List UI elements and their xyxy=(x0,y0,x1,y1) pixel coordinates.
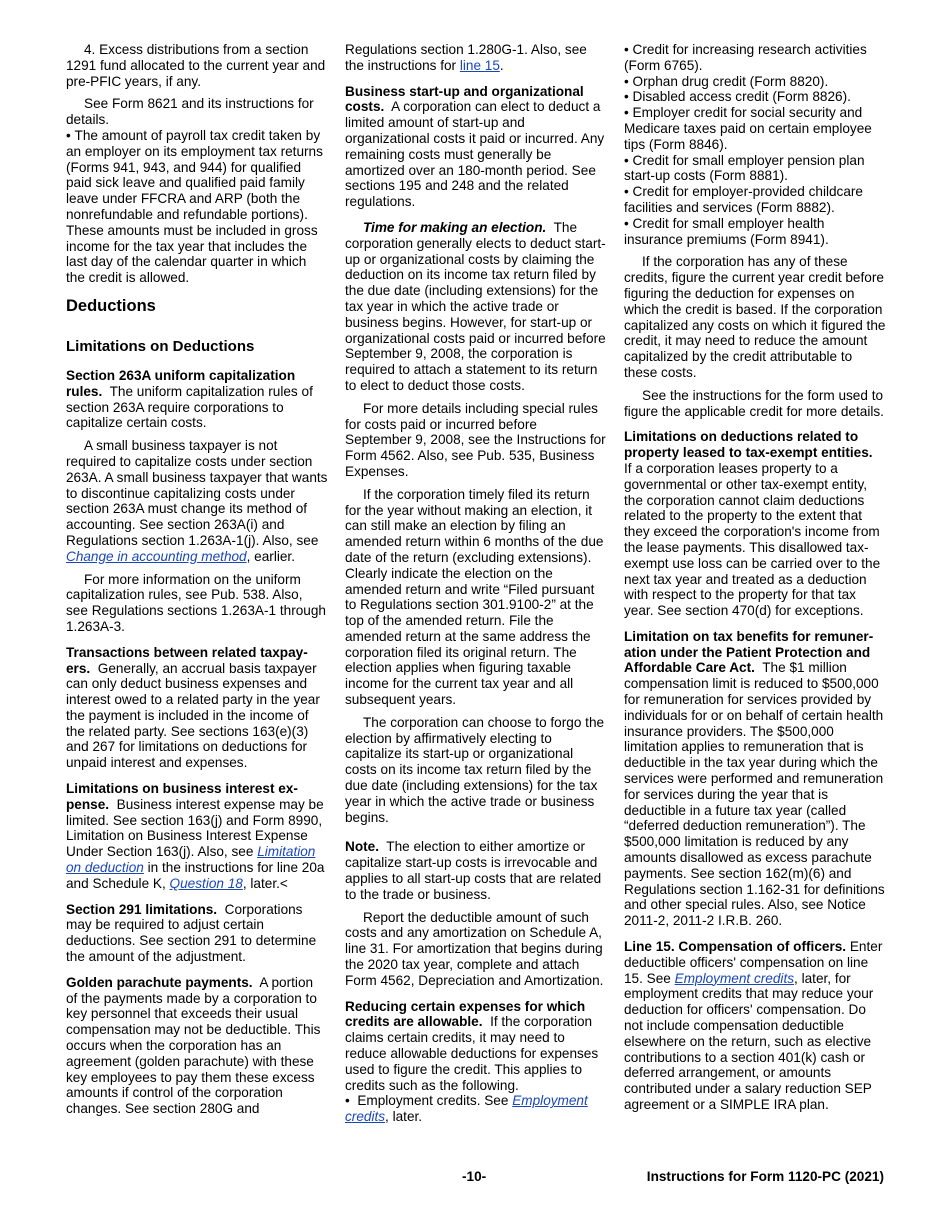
column-3 xyxy=(624,42,886,1120)
text-time-for-election: The corporation generally elects to deduct start-up or organizational costs by claiming the deduction on its income tax return filed by the due date (including extensions) for the tax year in which the active trade or business begins. However, for start-up or organizational costs paid or incurred before September 9, 2008, the corporation is required to attach a statement to its return to elect to deduct those costs. xyxy=(345,219,606,393)
text-business-interest: Business interest expense may be limited. See section 163(j) and Form 8990, Limitation on Business Interest Expense Under Section 163(j). Also, see xyxy=(66,796,324,860)
paragraph-excess-distributions: 4. Excess distributions from a section 1291 fund allocated to the current year and pre-PFIC years, if any. xyxy=(66,42,326,89)
paragraph-forgo-election: The corporation can choose to forgo the election by affirmatively electing to capitalize its start-up or organizational costs on its income tax return filed by the due date (including extensions) for the tax year in which the active trade or business begins. xyxy=(345,714,605,825)
link-employment-credits[interactable]: Employment credits xyxy=(345,1093,588,1125)
link-change-in-accounting-method[interactable]: Change in accounting method xyxy=(66,548,247,564)
text-small-business-end: , earlier. xyxy=(246,548,295,564)
link-question-18[interactable]: Question 18 xyxy=(169,875,243,891)
paragraph-uniform-capitalization-info: For more information on the uniform capitalization rules, see Pub. 538. Also, see Regulations sections 1.263A-1 through 1.263A-3. xyxy=(66,571,326,634)
list-item: • Orphan drug credit (Form 8820). xyxy=(624,74,886,90)
list-item: • Disabled access credit (Form 8826). xyxy=(624,89,886,105)
text-related-parties: Generally, an accrual basis taxpayer can only deduct business expenses and interest owed to a related party in the year the payment is included in the income of the related party. See sections 163(e)(3) and 267 for limitations on deductions for unpaid interest and expenses. xyxy=(66,660,320,771)
paragraph-regulations-280g xyxy=(345,42,607,74)
column-2 xyxy=(345,42,607,1125)
list-item: • Employer credit for social security and Medicare taxes paid on certain employee tips (Form 8846). xyxy=(624,105,886,152)
text-regulations-280g: Regulations section 1.280G-1. Also, see the instructions for xyxy=(345,42,587,73)
text-golden-parachute: A portion of the payments made by a corporation to key personnel that exceeds their usual compensation may not be deductible. This occurs when the corporation has an agreement (golden parachute) with these key employees to pay them these excess amounts if control of the corporation changes. See section 280G and xyxy=(66,974,321,1117)
list-item: • Credit for small employer health insurance premiums (Form 8941). xyxy=(624,216,886,248)
lead-startup-costs: Business start-up and organizational costs. xyxy=(345,83,584,115)
paragraph-note xyxy=(345,839,607,902)
lead-business-interest: Limitations on business interest ex-pense. xyxy=(66,781,298,812)
paragraph-line-15 xyxy=(624,939,886,1113)
paragraph-credits-figure: If the corporation has any of these credits, figure the current year credit before figuring the deduction for expenses on which the credit is based. If the corporation capitalized any costs on which it figured the credit, it may need to reduce the amount capitalized by the credit attributable to these costs. xyxy=(624,254,886,380)
text-later: , later. xyxy=(385,1109,423,1125)
bullet-payroll-tax-credit: • The amount of payroll tax credit taken by an employer on its employment tax returns (Forms 941, 943, and 944) for qualified paid sick leave and qualified paid family leave under FFCRA and ARP (both the nonrefundable and refundable portions). These amounts must be included in gross income for the tax year that includes the last day of the calendar quarter in which the credit is allowed. xyxy=(66,128,328,286)
list-item: • Credit for employer-provided childcare facilities and services (Form 8882). xyxy=(624,184,886,216)
lead-leased-property: Limitations on deductions related to property leased to tax-exempt entities. xyxy=(624,429,873,461)
paragraph-see-form-8621: See Form 8621 and its instructions for details. xyxy=(66,96,314,128)
text-leased-property: If a corporation leases property to a governmental or other tax-exempt entity, the corporation cannot claim deductions related to the property to the extent that they exceed the corporation's income from the lease payments. This disallowed tax-exempt use loss can be carried over to the next tax year and treated as a deduction with respect to the property for that tax year. See section 470(d) for exceptions. xyxy=(624,460,881,619)
text-employment-credits: Employment credits. See xyxy=(357,1093,509,1109)
text-reducing-expenses: If the corporation claims certain credits, it may need to reduce allowable deductions for expenses used to figure the credit. This applies to credits such as the following. xyxy=(345,1014,599,1093)
paragraph-startup-costs xyxy=(345,84,607,210)
paragraph-see-instructions: See the instructions for the form used to figure the applicable credit for more details. xyxy=(624,387,884,419)
paragraph-report-deductible: Report the deductible amount of such costs and any amortization on Schedule A, line 31. For amortization that begins during the 2020 tax year, complete and attach Form 4562, Depreciation and Amortization. xyxy=(345,909,604,988)
paragraph-business-interest xyxy=(66,781,328,892)
list-item: • Credit for increasing research activities (Form 6765). xyxy=(624,42,886,74)
lead-note: Note. xyxy=(345,839,379,855)
page-number: -10- xyxy=(462,1169,487,1184)
credits-list xyxy=(624,42,886,247)
text-section-263a: The uniform capitalization rules of section 263A require corporations to capitalize certain costs. xyxy=(66,383,313,431)
text-small-business: A small business taxpayer is not required to capitalize costs under section 263A. A small business taxpayer that wants to discontinue capitalizing costs under section 263A must change its method of accounting. See section 263A(i) and Regulations section 1.263A-1(j). Also, see xyxy=(66,438,328,548)
heading-deductions: Deductions xyxy=(66,296,156,315)
lead-time-for-election: Time for making an election. xyxy=(363,219,547,235)
lead-reducing-expenses: Reducing certain expenses for which credits are allowable. xyxy=(345,998,586,1030)
list-item: • Credit for small employer pension plan start-up costs (Form 8881). xyxy=(624,153,886,185)
text-note: The election to either amortize or capitalize start-up costs is irrevocable and applies to all start-up costs that are related to the trade or business. xyxy=(345,839,602,902)
lead-remuneration: Limitation on tax benefits for remuner-ation under the Patient Protection and Affordable Care Act. xyxy=(624,628,874,676)
paragraph-leased-property xyxy=(624,429,886,619)
paragraph-remuneration xyxy=(624,629,886,929)
column-1 xyxy=(66,42,328,1124)
text-business-interest-2: in the instructions for line 20a and Schedule K, xyxy=(66,860,325,891)
text-business-interest-3: , later.< xyxy=(242,875,288,891)
text-section-291: Corporations may be required to adjust certain deductions. See section 291 to determine the amount of the adjustment. xyxy=(66,901,317,965)
link-employment-credits-2[interactable]: Employment credits xyxy=(674,970,795,986)
text-startup-costs: A corporation can elect to deduct a limited amount of start-up and organizational costs it paid or incurred. Any remaining costs must generally be amortized over an 180-month period. See sections 195 and 248 and the related regulations. xyxy=(345,99,605,210)
paragraph-small-business xyxy=(66,438,328,564)
text-period: . xyxy=(499,57,504,73)
text-line-15-end: , later, for employment credits that may reduce your deduction for officers' compensation. Do not include compensation deductible elsewhere on the return, such as elective contributions to a section 401(k) cash or deferred arrangement, or amounts contributed under a salary reduction SEP agreement or a SIMPLE IRA plan. xyxy=(624,970,874,1112)
link-line-15[interactable]: line 15 xyxy=(459,57,500,73)
text-remuneration: The $1 million compensation limit is reduced to $500,000 for remuneration for services provided by individuals for or on behalf of certain health insurance providers. The $500,000 limitation applies to remuneration that is deductible in the tax year during which the services were performed and remuneration for services during the year that is deductible in a future tax year (called “deferred deduction remuneration”). The $500,000 limitation is reduced by any amounts disallowed as excess parachute payments. See section 162(m)(6) and Regulations section 1.162-31 for definitions and other special rules. Also, see Notice 2011-2, 2011-2 I.R.B. 260. xyxy=(624,660,885,929)
paragraph-time-for-election xyxy=(345,220,607,394)
link-limitation-on-deduction[interactable]: Limitation on deduction xyxy=(66,844,316,876)
paragraph-section-263a xyxy=(66,368,328,431)
bullet-employment-credits xyxy=(345,1093,607,1125)
paragraph-timely-filed: If the corporation timely filed its return for the year without making an election, it can still make an election by filing an amended return within 6 months of the due date of the return (excluding extensions). Clearly indicate the election on the amended return and write “Filed pursuant to Regulations section 301.9100-2” at the top of the amended return. File the amended return at the same address the corporation filed its original return. The election applies when figuring taxable income for the current tax year and all subsequent years. xyxy=(345,486,604,708)
lead-related-parties: Transactions between related taxpay-ers. xyxy=(66,644,308,676)
text-line-15: Enter deductible officers' compensation on line 15. See xyxy=(624,939,883,986)
lead-section-263a: Section 263A uniform capitalization rules. xyxy=(66,367,296,399)
paragraph-section-291 xyxy=(66,902,328,965)
lead-line-15: Line 15. Compensation of officers. xyxy=(624,939,847,955)
paragraph-more-details: For more details including special rules for costs paid or incurred before September 9, 2008, see the Instructions for Form 4562. Also, see Pub. 535, Business Expenses. xyxy=(345,400,606,479)
lead-section-291: Section 291 limitations. xyxy=(66,901,218,917)
form-title: Instructions for Form 1120-PC (2021) xyxy=(646,1169,884,1184)
heading-limitations-on-deductions: Limitations on Deductions xyxy=(66,337,255,355)
lead-golden-parachute: Golden parachute payments. xyxy=(66,974,253,990)
paragraph-related-parties xyxy=(66,645,328,771)
paragraph-reducing-expenses xyxy=(345,999,607,1094)
paragraph-golden-parachute xyxy=(66,975,328,1117)
